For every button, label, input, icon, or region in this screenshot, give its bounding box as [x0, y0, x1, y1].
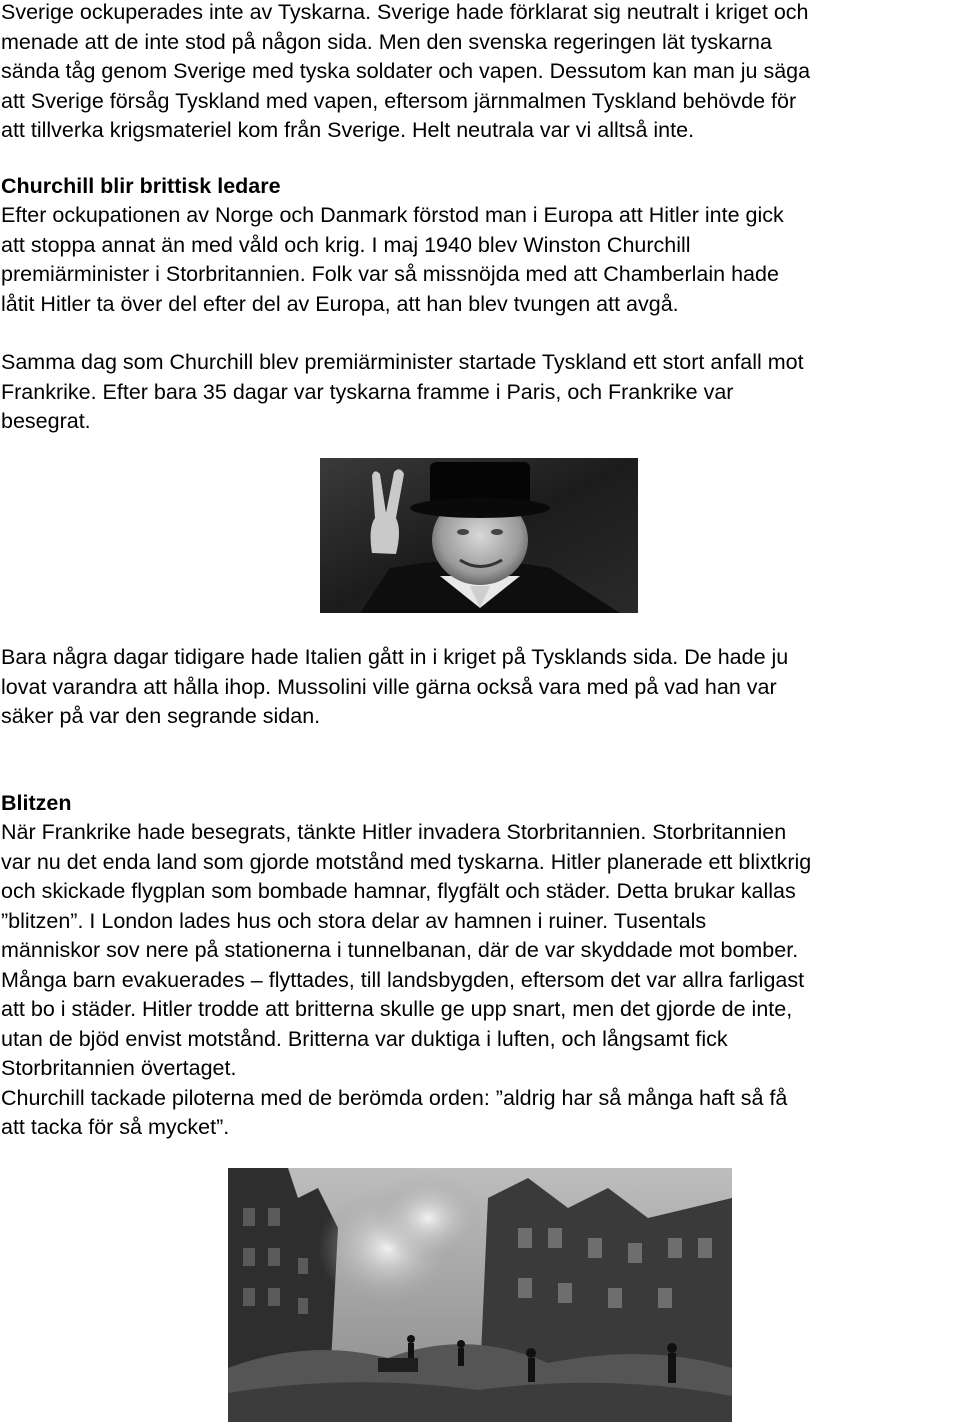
text-line: Många barn evakuerades – flyttades, till landsbygden, eftersom det var allra farligast — [1, 967, 805, 992]
text-line: människor sov nere på stationerna i tunnelbanan, där de var skyddade mot bomber. — [1, 938, 799, 962]
section-heading-blitzen: Blitzen — [1, 791, 72, 815]
text-line: lovat varandra att hålla ihop. Mussolini ville gärna också vara med på vad han var — [1, 674, 777, 699]
bombed-london-photo-illustration — [228, 1168, 732, 1422]
text-line: Storbritannien övertaget. — [1, 1056, 237, 1080]
text-line: premiärminister i Storbritannien. Folk var så missnöjda med att Chamberlain hade — [1, 262, 779, 286]
churchill-photo — [320, 458, 638, 613]
text-line: ”blitzen”. I London lades hus och stora delar av hamnen i ruiner. Tusentals — [1, 908, 707, 933]
intro-paragraph — [1, 0, 959, 146]
text-line: Churchill tackade piloterna med de berömda orden: ”aldrig har så många haft så få — [1, 1085, 788, 1110]
text-line: och skickade flygplan som bombade hamnar, flygfält och städer. Detta brukar kallas — [1, 879, 796, 903]
text-line: Bara några dagar tidigare hade Italien gått in i kriget på Tysklands sida. De hade ju — [1, 645, 789, 669]
text-line: att Sverige försåg Tyskland med vapen, eftersom järnmalmen Tyskland behövde för — [1, 88, 797, 113]
text-line: att tacka för så mycket”. — [1, 1115, 230, 1139]
text-line: var nu det enda land som gjorde motstånd med tyskarna. Hitler planerade ett blixtkrig — [1, 849, 812, 874]
text-line: att stoppa annat än med våld och krig. I maj 1940 blev Winston Churchill — [1, 232, 691, 257]
text-line: att bo i städer. Hitler trodde att britterna skulle ge upp snart, men det gjorde de inte, — [1, 997, 793, 1021]
bombed-london-photo — [228, 1168, 732, 1422]
churchill-paragraph-1 — [1, 201, 959, 319]
text-line: låtit Hitler ta över del efter del av Europa, att han blev tvungen att avgå. — [1, 291, 679, 316]
text-line: menade att de inte stod på någon sida. Men den svenska regeringen lät tyskarna — [1, 29, 772, 54]
text-line: Efter ockupationen av Norge och Danmark förstod man i Europa att Hitler inte gick — [1, 203, 784, 227]
text-line: sända tåg genom Sverige med tyska soldater och vapen. Dessutom kan man ju säga — [1, 59, 811, 83]
text-line: besegrat. — [1, 409, 91, 433]
churchill-paragraph-2 — [1, 348, 959, 437]
text-line: utan de bjöd envist motstånd. Britterna var duktiga i luften, och långsamt fick — [1, 1026, 728, 1051]
text-line: När Frankrike hade besegrats, tänkte Hitler invadera Storbritannien. Storbritannien — [1, 820, 787, 844]
text-line: att tillverka krigsmateriel kom från Sverige. Helt neutrala var vi alltså inte. — [1, 118, 695, 142]
text-line: Samma dag som Churchill blev premiärminister startade Tyskland ett stort anfall mot — [1, 350, 804, 374]
text-line: Frankrike. Efter bara 35 dagar var tyskarna framme i Paris, och Frankrike var — [1, 379, 734, 404]
text-line: Sverige ockuperades inte av Tyskarna. Sverige hade förklarat sig neutralt i kriget och — [1, 0, 809, 24]
text-line: säker på var den segrande sidan. — [1, 704, 321, 728]
section-heading-churchill: Churchill blir brittisk ledare — [1, 174, 281, 198]
blitzen-paragraph — [1, 818, 959, 1143]
churchill-photo-illustration — [320, 458, 638, 613]
italy-paragraph — [1, 643, 959, 732]
